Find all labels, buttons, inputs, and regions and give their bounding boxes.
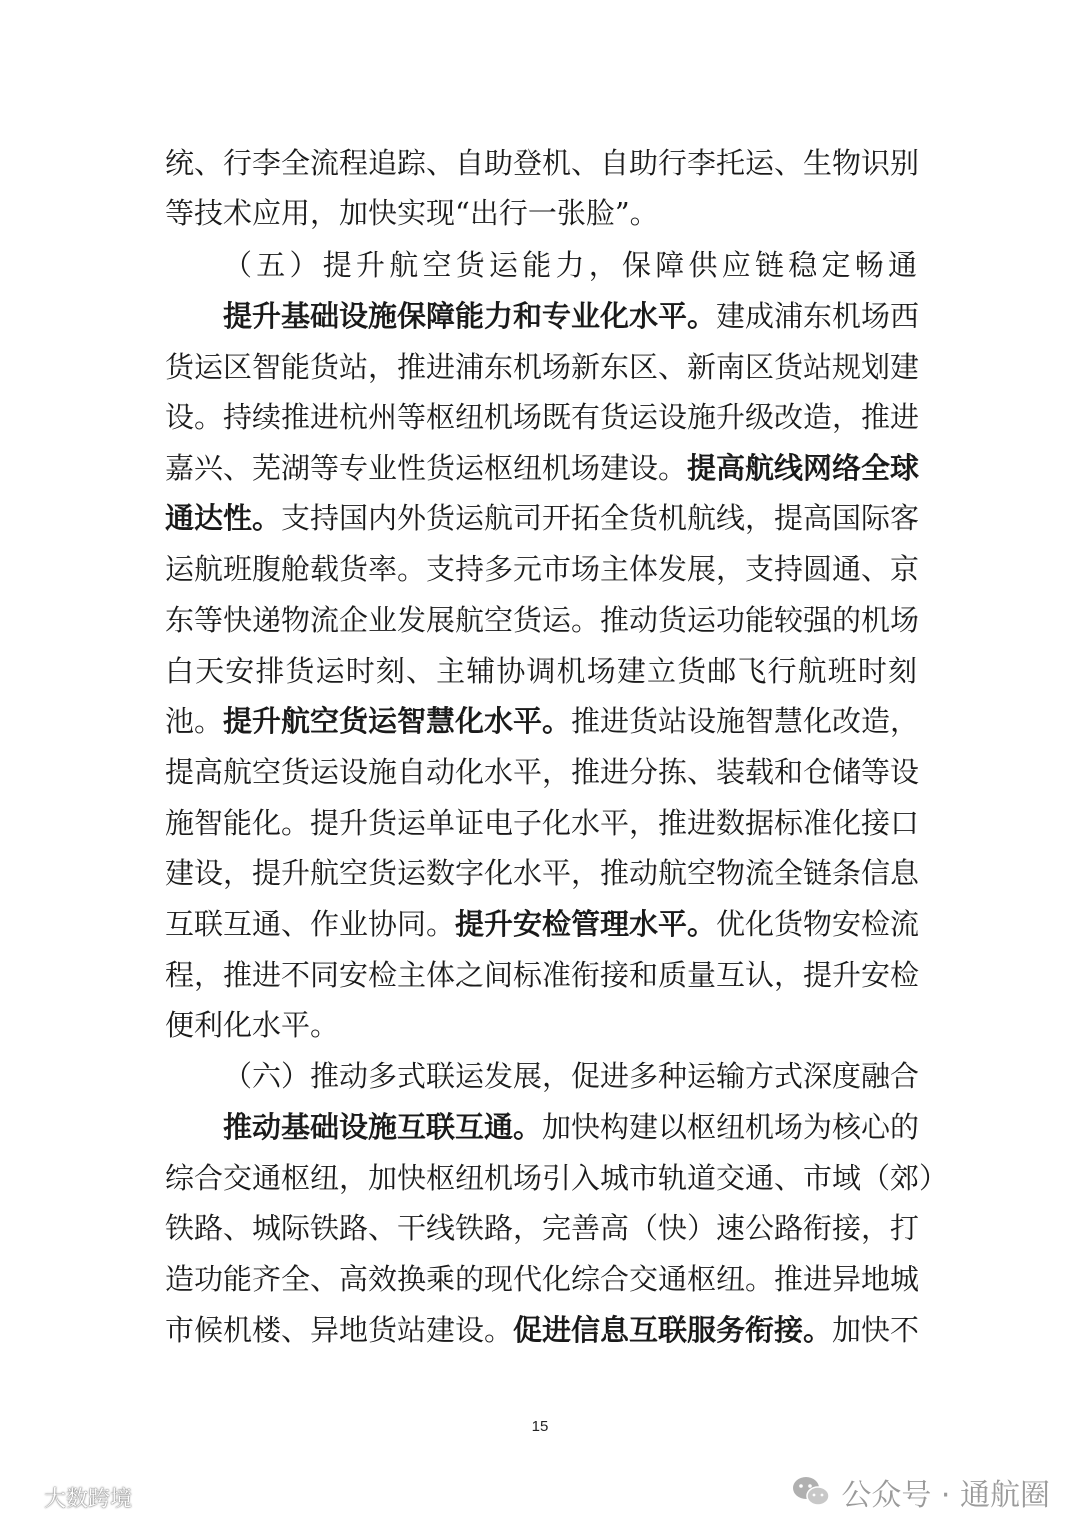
bold-phrase: 通达性。	[165, 501, 282, 535]
text-run: （六）推动多式联运发展，促进多种运输方式深度融合	[223, 1059, 920, 1093]
text-run: 池。	[165, 704, 224, 738]
bold-phrase: 提高航线网络全球	[687, 451, 920, 485]
paragraph-line	[165, 701, 920, 741]
text-run: 施智能化。提升货运单证电子化水平，推进数据标准化接口	[165, 806, 920, 840]
text-run: 支持国内外货运航司开拓全货机航线，提高国际客	[281, 501, 920, 535]
bold-phrase: 提升基础设施保障能力和专业化水平。	[223, 299, 717, 333]
page-number: 15	[531, 1418, 549, 1435]
text-run: 市候机楼、异地货站建设。	[165, 1313, 514, 1347]
watermark-weibo	[14, 1482, 132, 1513]
paragraph-line	[165, 448, 920, 488]
bold-phrase: 提升航空货运智慧化水平。	[223, 704, 572, 738]
text-run: 等技术应用，加快实现“出行一张脸”。	[165, 196, 659, 230]
watermark-right-text: 公众号 · 通航圈	[841, 1478, 1050, 1513]
text-run: 铁路、城际铁路、干线铁路，完善高（快）速公路衔接，打	[165, 1211, 920, 1245]
paragraph-line	[165, 1310, 920, 1350]
text-run: 建成浦东机场西	[716, 299, 920, 333]
section-heading	[223, 1056, 920, 1096]
watermark-wechat	[791, 1470, 1050, 1514]
paragraph-line	[165, 397, 920, 437]
text-run: 设。持续推进杭州等枢纽机场既有货运设施升级改造，推进	[165, 400, 920, 434]
paragraph-line	[165, 347, 920, 387]
text-run: 造功能齐全、高效换乘的现代化综合交通枢纽。推进异地城	[165, 1262, 920, 1296]
text-run: 推进货站设施智慧化改造，	[571, 704, 920, 738]
paragraph-line	[223, 1107, 920, 1147]
paragraph-line	[165, 143, 920, 183]
text-run: 互联互通、作业协同。	[165, 907, 456, 941]
weibo-icon	[14, 1487, 40, 1509]
text-run: 提高航空货运设施自动化水平，推进分拣、装载和仓储等设	[165, 755, 920, 789]
paragraph-line	[165, 955, 920, 995]
paragraph-line	[165, 752, 920, 792]
paragraph-line	[165, 549, 920, 589]
text-run: 优化货物安检流	[716, 907, 920, 941]
bold-phrase: 促进信息互联服务衔接。	[513, 1313, 833, 1347]
text-run: 程，推进不同安检主体之间标准衔接和质量互认，提升安检	[165, 958, 920, 992]
text-run: 运航班腹舱载货率。支持多元市场主体发展，支持圆通、京	[165, 552, 920, 586]
paragraph-line	[165, 1158, 949, 1198]
wechat-icon	[791, 1475, 831, 1509]
text-run: 白天安排货运时刻、主辅协调机场建立货邮飞行航班时刻	[165, 654, 917, 688]
text-run: 建设，提升航空货运数字化水平，推动航空物流全链条信息	[165, 856, 920, 890]
paragraph-line	[165, 853, 920, 893]
paragraph-line	[165, 1259, 920, 1299]
bold-phrase: 推动基础设施互联互通。	[223, 1110, 543, 1144]
paragraph-line	[165, 1005, 917, 1045]
text-run: 便利化水平。	[165, 1008, 340, 1042]
paragraph-line	[165, 600, 920, 640]
paragraph-line	[165, 904, 920, 944]
bold-phrase: 提升安检管理水平。	[455, 907, 717, 941]
text-run: 综合交通枢纽，加快枢纽机场引入城市轨道交通、市域（郊）	[165, 1161, 949, 1195]
text-run: 加快不	[832, 1313, 920, 1347]
text-run: 加快构建以枢纽机场为核心的	[542, 1110, 920, 1144]
section-heading	[223, 245, 917, 285]
paragraph-line	[165, 651, 917, 691]
paragraph-line	[223, 296, 920, 336]
text-run: 东等快递物流企业发展航空货运。推动货运功能较强的机场	[165, 603, 920, 637]
text-run: （五）提升航空货运能力，保障供应链稳定畅通	[223, 248, 917, 282]
watermark-left-text: 大数跨境	[44, 1487, 133, 1512]
paragraph-line	[165, 1208, 920, 1248]
paragraph-line	[165, 193, 917, 233]
text-run: 统、行李全流程追踪、自助登机、自助行李托运、生物识别	[165, 146, 920, 180]
paragraph-line	[165, 498, 920, 538]
paragraph-line	[165, 803, 920, 843]
text-run: 货运区智能货站，推进浦东机场新东区、新南区货站规划建	[165, 350, 920, 384]
text-run: 嘉兴、芜湖等专业性货运枢纽机场建设。	[165, 451, 688, 485]
